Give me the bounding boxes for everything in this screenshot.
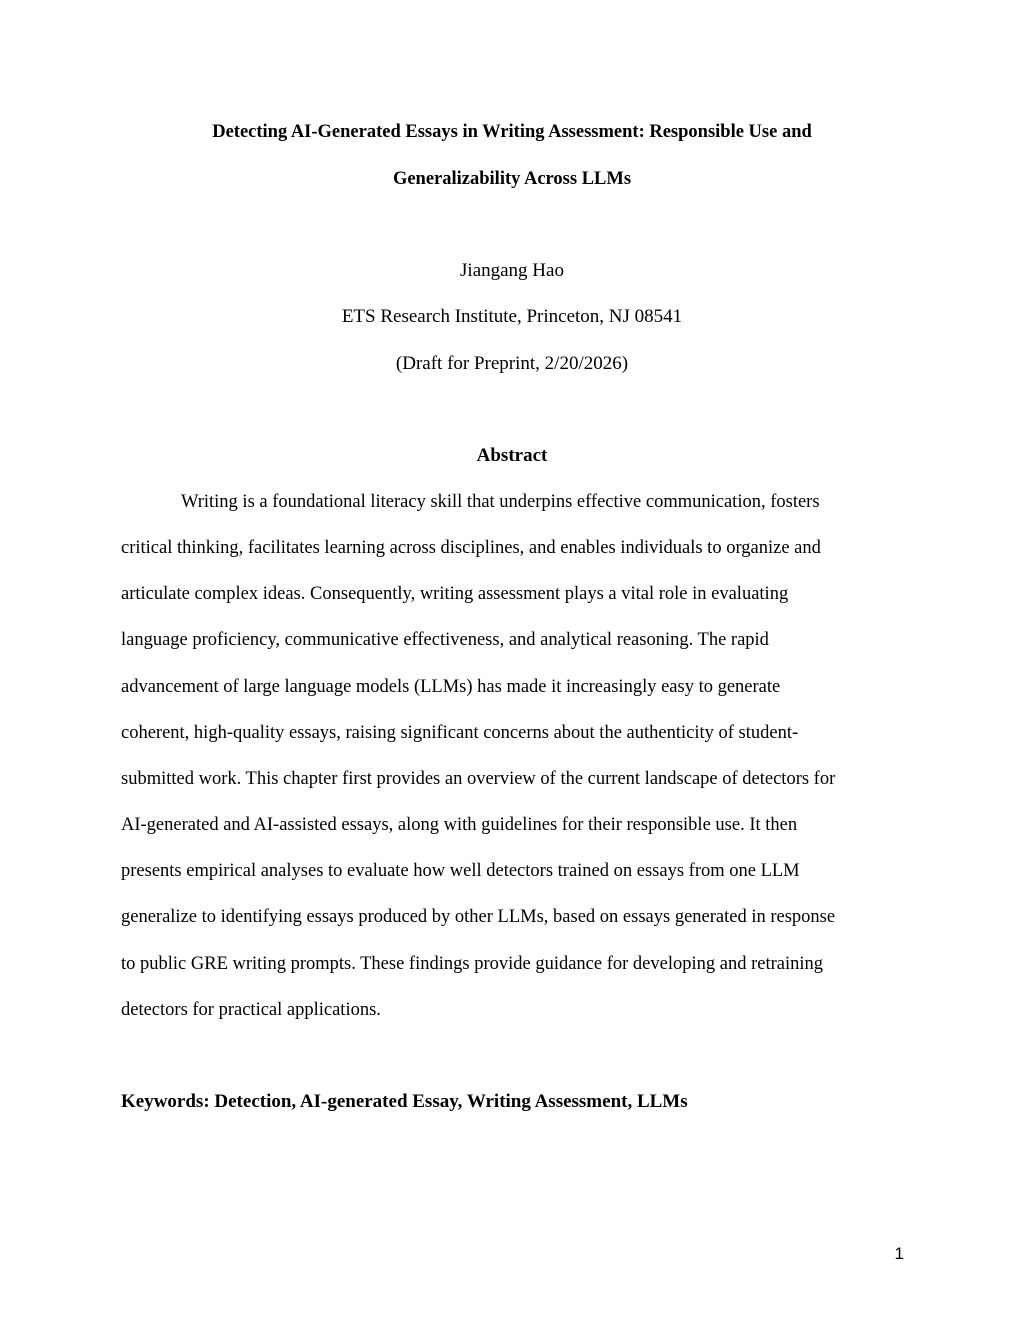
abstract-line: AI-generated and AI-assisted essays, along with guidelines for their responsible use. It then (121, 815, 798, 835)
paper-title-line-1: Detecting AI-Generated Essays in Writing Assessment: Responsible Use and (212, 122, 812, 142)
abstract-line: coherent, high-quality essays, raising significant concerns about the authenticity of student- (121, 723, 799, 743)
abstract-line: language proficiency, communicative effectiveness, and analytical reasoning. The rapid (121, 630, 769, 650)
abstract-line: to public GRE writing prompts. These findings provide guidance for developing and retraining (121, 954, 823, 974)
abstract-line: advancement of large language models (LLMs) has made it increasingly easy to generate (121, 677, 781, 697)
author-affiliation: ETS Research Institute, Princeton, NJ 08541 (341, 306, 683, 327)
abstract-line: presents empirical analyses to evaluate how well detectors trained on essays from one LLM (121, 861, 800, 881)
draft-note: (Draft for Preprint, 2/20/2026) (395, 353, 629, 374)
keywords: Keywords: Detection, AI-generated Essay, Writing Assessment, LLMs (121, 1091, 688, 1112)
abstract-line: detectors for practical applications. (121, 1000, 381, 1020)
abstract-heading: Abstract (476, 445, 548, 466)
abstract-line: generalize to identifying essays produced by other LLMs, based on essays generated in response (121, 907, 836, 927)
paper-title-line-2: Generalizability Across LLMs (392, 169, 632, 189)
page-number: 1 (894, 1244, 904, 1263)
abstract-line: critical thinking, facilitates learning across disciplines, and enables individuals to organize and (121, 538, 821, 558)
abstract-line: articulate complex ideas. Consequently, writing assessment plays a vital role in evaluating (121, 584, 789, 604)
abstract-line: submitted work. This chapter first provides an overview of the current landscape of detectors for (121, 769, 836, 789)
author-name: Jiangang Hao (460, 260, 564, 281)
abstract-line: Writing is a foundational literacy skill that underpins effective communication, fosters (181, 492, 820, 512)
